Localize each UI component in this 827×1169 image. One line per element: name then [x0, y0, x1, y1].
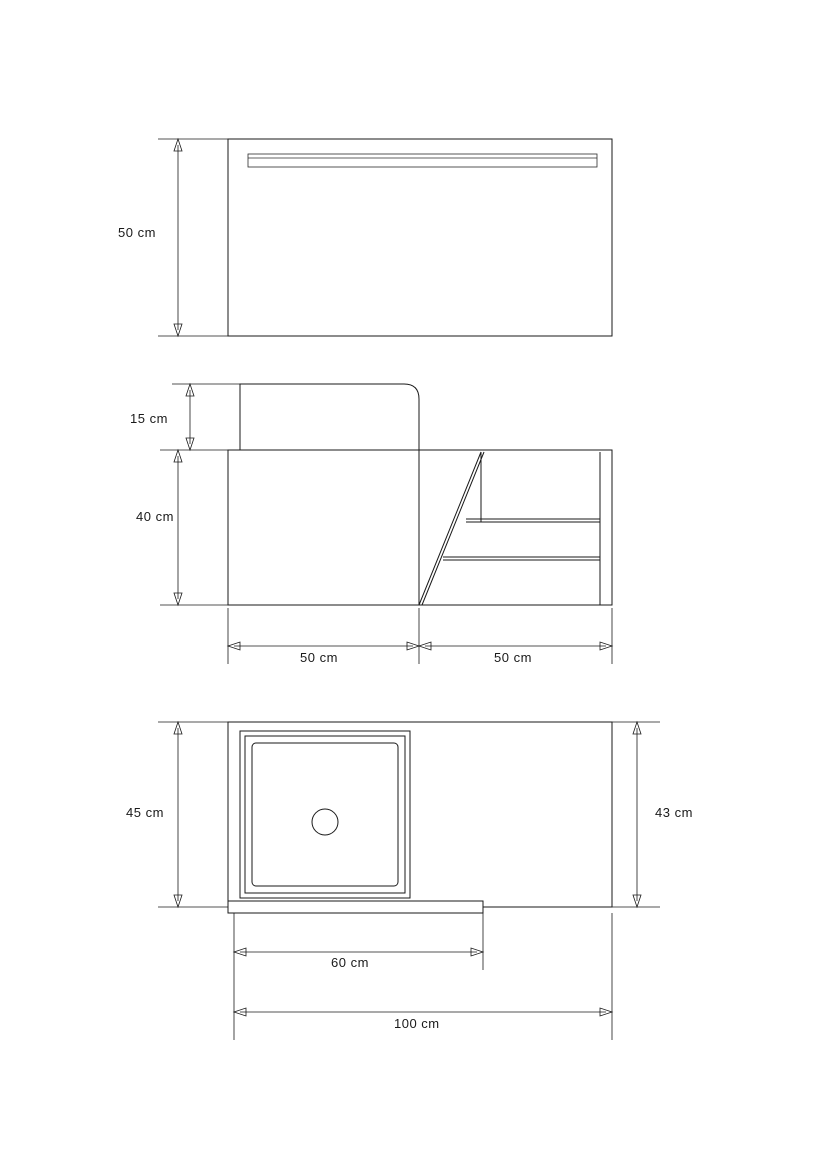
dimension-height-15 [160, 384, 240, 450]
side-elevation-view [228, 384, 612, 605]
dimension-depth-45 [158, 722, 228, 907]
dimension-label-depth-45: 45 cm [126, 805, 164, 820]
dimension-label-depth-43: 43 cm [655, 805, 693, 820]
dimension-label-width-50-right: 50 cm [494, 650, 532, 665]
plan-view [228, 722, 612, 913]
dimension-depth-43 [612, 722, 660, 907]
dimension-height-50 [158, 139, 228, 336]
dimension-label-width-60: 60 cm [331, 955, 369, 970]
dimension-label-width-50-left: 50 cm [300, 650, 338, 665]
dimension-label-height-40: 40 cm [136, 509, 174, 524]
dimension-label-width-100: 100 cm [394, 1016, 440, 1031]
dimension-label-height-15: 15 cm [130, 411, 168, 426]
front-elevation-view [228, 139, 612, 336]
dimension-height-40 [160, 450, 228, 605]
dimension-label-height-50: 50 cm [118, 225, 156, 240]
